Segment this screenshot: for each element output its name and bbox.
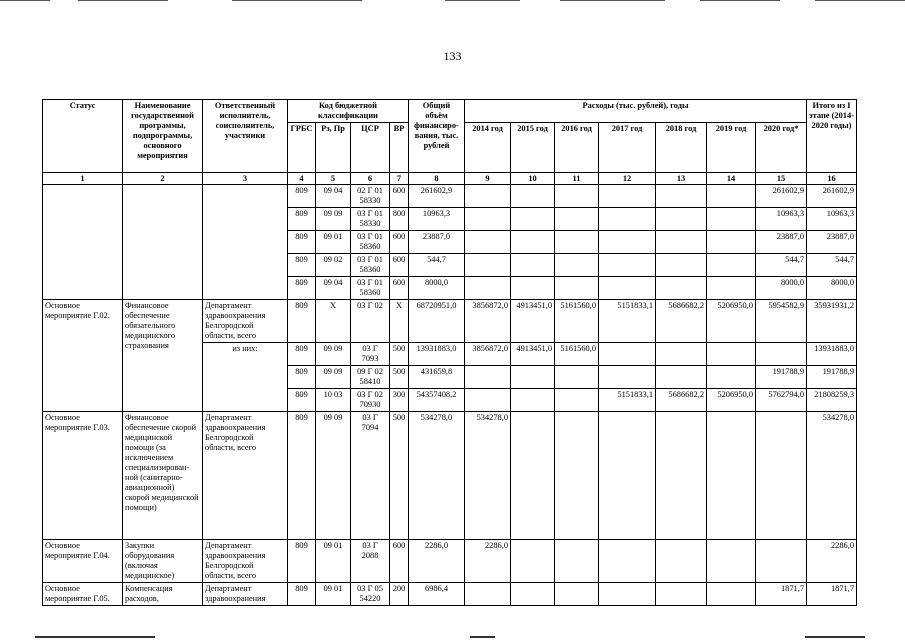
sum-cell: 2286,0 <box>807 540 857 583</box>
name-cell: Компенсация расходов, <box>123 583 203 606</box>
y2019-cell <box>707 277 756 300</box>
y2015-cell <box>511 389 555 412</box>
col-number: 5 <box>316 173 351 185</box>
y2018-cell <box>656 254 707 277</box>
sum-cell: 35931931,2 <box>807 300 857 343</box>
y2018-cell <box>656 208 707 231</box>
vr-cell: 500 <box>390 366 409 389</box>
table-row <box>43 185 857 208</box>
header-2019: 2019 год <box>707 123 756 173</box>
y2020-cell <box>756 540 807 583</box>
y2016-cell <box>555 254 599 277</box>
grbs-cell: 809 <box>288 254 316 277</box>
y2020-cell <box>756 412 807 540</box>
grbs-cell: 809 <box>288 300 316 343</box>
y2020-cell: 191788,9 <box>756 366 807 389</box>
grbs-cell: 809 <box>288 540 316 583</box>
y2017-cell <box>599 412 656 540</box>
header-2017: 2017 год <box>599 123 656 173</box>
rzpr-cell: 09 01 <box>316 540 351 583</box>
col-number: 9 <box>465 173 511 185</box>
vr-cell: 600 <box>390 277 409 300</box>
y2014-cell: 3856872,0 <box>465 300 511 343</box>
header-expenses: Расходы (тыс. рублей), годы <box>465 100 807 123</box>
y2014-cell <box>465 366 511 389</box>
y2014-cell: 2286,0 <box>465 540 511 583</box>
header-budget-code: Код бюджетной классификации <box>288 100 409 123</box>
y2016-cell: 5161560,0 <box>555 300 599 343</box>
total-cell: 13931883,0 <box>409 343 465 366</box>
sum-cell: 544,7 <box>807 254 857 277</box>
name-cell: Финансовое обеспечение скорой медицинской помощи (за исключением специализирован-ной (санитарно-авиационной) скорой медицинской помощи) <box>123 412 203 540</box>
status-cell: Основное мероприятие Г.02. <box>43 300 123 412</box>
total-cell: 10963,3 <box>409 208 465 231</box>
total-cell: 431659,8 <box>409 366 465 389</box>
y2015-cell <box>511 366 555 389</box>
vr-cell: 600 <box>390 540 409 583</box>
y2019-cell: 5206950,0 <box>707 389 756 412</box>
total-cell: 23887,0 <box>409 231 465 254</box>
col-number: 8 <box>409 173 465 185</box>
y2020-cell: 544,7 <box>756 254 807 277</box>
csr-cell: 09 Г 02 58410 <box>351 366 390 389</box>
total-cell: 2286,0 <box>409 540 465 583</box>
table-row <box>43 583 857 606</box>
y2020-cell: 23887,0 <box>756 231 807 254</box>
sum-cell: 534278,0 <box>807 412 857 540</box>
table-row <box>43 412 857 540</box>
grbs-cell: 809 <box>288 208 316 231</box>
csr-cell: 03 Г 02 <box>351 300 390 343</box>
y2015-cell <box>511 208 555 231</box>
grbs-cell: 809 <box>288 185 316 208</box>
grbs-cell: 809 <box>288 583 316 606</box>
csr-cell: 03 Г 01 58360 <box>351 231 390 254</box>
budget-table <box>42 99 857 606</box>
y2019-cell <box>707 583 756 606</box>
y2014-cell <box>465 583 511 606</box>
y2014-cell: 3856872,0 <box>465 343 511 366</box>
executor-cell: Департамент здравоохранения <box>203 583 288 606</box>
sum-cell: 23887,0 <box>807 231 857 254</box>
top-scan-lines <box>0 0 905 2</box>
header-2015: 2015 год <box>511 123 555 173</box>
table-row <box>43 540 857 583</box>
y2020-cell <box>756 343 807 366</box>
col-number: 13 <box>656 173 707 185</box>
vr-cell: 800 <box>390 208 409 231</box>
header-vr: ВР <box>390 123 409 173</box>
y2019-cell <box>707 208 756 231</box>
executor-sub-cell: из них: <box>203 343 288 412</box>
rzpr-cell: 09 01 <box>316 583 351 606</box>
rzpr-cell: 09 09 <box>316 343 351 366</box>
col-number: 12 <box>599 173 656 185</box>
y2017-cell <box>599 254 656 277</box>
csr-cell: 02 Г 01 58330 <box>351 185 390 208</box>
vr-cell: 300 <box>390 389 409 412</box>
y2019-cell <box>707 231 756 254</box>
rzpr-cell: 10 03 <box>316 389 351 412</box>
y2017-cell: 5151833,1 <box>599 300 656 343</box>
vr-cell: 600 <box>390 185 409 208</box>
y2014-cell: 534278,0 <box>465 412 511 540</box>
name-cell: Финансовое обеспечение обязательного медицинского страхования <box>123 300 203 412</box>
y2018-cell <box>656 366 707 389</box>
y2020-cell: 261602,9 <box>756 185 807 208</box>
header-csr: ЦСР <box>351 123 390 173</box>
y2019-cell <box>707 540 756 583</box>
y2015-cell: 4913451,0 <box>511 343 555 366</box>
y2019-cell <box>707 185 756 208</box>
col-number: 7 <box>390 173 409 185</box>
total-cell: 8000,0 <box>409 277 465 300</box>
y2018-cell <box>656 185 707 208</box>
executor-cell: Департамент здравоохранения Белгородской области, всего <box>203 300 288 343</box>
name-cell: Закупки оборудования (включая медицинское) <box>123 540 203 583</box>
total-cell: 261602,9 <box>409 185 465 208</box>
grbs-cell: 809 <box>288 412 316 540</box>
sum-cell: 13931883,0 <box>807 343 857 366</box>
sum-cell: 21808259,3 <box>807 389 857 412</box>
vr-cell: 500 <box>390 343 409 366</box>
header-2016: 2016 год <box>555 123 599 173</box>
grbs-cell: 809 <box>288 231 316 254</box>
header-grbs: ГРБС <box>288 123 316 173</box>
y2016-cell <box>555 277 599 300</box>
vr-cell: 600 <box>390 231 409 254</box>
rzpr-cell: 09 04 <box>316 185 351 208</box>
y2017-cell <box>599 231 656 254</box>
y2017-cell <box>599 208 656 231</box>
status-cell-empty <box>43 185 123 300</box>
total-cell: 6986,4 <box>409 583 465 606</box>
vr-cell: Х <box>390 300 409 343</box>
y2014-cell <box>465 389 511 412</box>
y2014-cell <box>465 208 511 231</box>
header-2014: 2014 год <box>465 123 511 173</box>
header-status: Статус <box>43 100 123 173</box>
rzpr-cell: 09 09 <box>316 412 351 540</box>
rzpr-cell: 09 04 <box>316 277 351 300</box>
grbs-cell: 809 <box>288 389 316 412</box>
status-cell: Основное мероприятие Г.04. <box>43 540 123 583</box>
y2018-cell: 5686682,2 <box>656 389 707 412</box>
col-number: 10 <box>511 173 555 185</box>
grbs-cell: 809 <box>288 277 316 300</box>
grbs-cell: 809 <box>288 343 316 366</box>
col-number: 2 <box>123 173 203 185</box>
y2015-cell <box>511 185 555 208</box>
total-cell: 54357408,2 <box>409 389 465 412</box>
total-cell: 544,7 <box>409 254 465 277</box>
vr-cell: 600 <box>390 254 409 277</box>
header-rzpr: Рз, Пр <box>316 123 351 173</box>
y2019-cell <box>707 254 756 277</box>
y2018-cell <box>656 231 707 254</box>
csr-cell: 03 Г 05 54220 <box>351 583 390 606</box>
y2015-cell <box>511 231 555 254</box>
rzpr-cell: 09 09 <box>316 366 351 389</box>
status-cell: Основное мероприятие Г.05. <box>43 583 123 606</box>
y2016-cell <box>555 231 599 254</box>
y2018-cell <box>656 540 707 583</box>
y2016-cell <box>555 583 599 606</box>
col-number: 1 <box>43 173 123 185</box>
y2016-cell <box>555 208 599 231</box>
y2019-cell: 5206950,0 <box>707 300 756 343</box>
y2015-cell <box>511 254 555 277</box>
header-total: Общий объём финансиро-вания, тыс. рублей <box>409 100 465 173</box>
rzpr-cell: Х <box>316 300 351 343</box>
bottom-scan-line <box>470 636 495 638</box>
y2017-cell: 5151833,1 <box>599 389 656 412</box>
executor-cell: Департамент здравоохранения Белгородской области, всего <box>203 540 288 583</box>
csr-cell: 03 Г 2088 <box>351 540 390 583</box>
y2017-cell <box>599 540 656 583</box>
y2018-cell <box>656 277 707 300</box>
sum-cell: 1871,7 <box>807 583 857 606</box>
y2016-cell <box>555 540 599 583</box>
csr-cell: 03 Г 02 70930 <box>351 389 390 412</box>
y2020-cell: 5762794,0 <box>756 389 807 412</box>
col-number: 16 <box>807 173 857 185</box>
sum-cell: 10963,3 <box>807 208 857 231</box>
y2017-cell <box>599 343 656 366</box>
y2017-cell <box>599 185 656 208</box>
vr-cell: 200 <box>390 583 409 606</box>
column-number-row <box>43 173 857 185</box>
col-number: 15 <box>756 173 807 185</box>
col-number: 6 <box>351 173 390 185</box>
rzpr-cell: 09 09 <box>316 208 351 231</box>
header-2020: 2020 год* <box>756 123 807 173</box>
header-executor: Ответственный исполнитель, соисполнитель, участники <box>203 100 288 173</box>
col-number: 4 <box>288 173 316 185</box>
header-stage-total: Итого из I этапе (2014-2020 годы) <box>807 100 857 173</box>
y2016-cell: 5161560,0 <box>555 343 599 366</box>
y2018-cell <box>656 412 707 540</box>
bottom-scan-line <box>35 636 155 638</box>
sum-cell: 191788,9 <box>807 366 857 389</box>
y2015-cell <box>511 412 555 540</box>
y2020-cell: 10963,3 <box>756 208 807 231</box>
y2019-cell <box>707 343 756 366</box>
name-cell-empty <box>123 185 203 300</box>
sum-cell: 261602,9 <box>807 185 857 208</box>
bottom-scan-line <box>805 636 865 638</box>
total-cell: 68720951,0 <box>409 300 465 343</box>
rzpr-cell: 09 02 <box>316 254 351 277</box>
header-2018: 2018 год <box>656 123 707 173</box>
y2019-cell <box>707 366 756 389</box>
table-row <box>43 300 857 343</box>
y2017-cell <box>599 583 656 606</box>
y2018-cell: 5686682,2 <box>656 300 707 343</box>
status-cell: Основное мероприятие Г.03. <box>43 412 123 540</box>
col-number: 11 <box>555 173 599 185</box>
page-number: 133 <box>443 49 462 63</box>
total-cell: 534278,0 <box>409 412 465 540</box>
csr-cell: 03 Г 01 58360 <box>351 254 390 277</box>
y2018-cell <box>656 583 707 606</box>
sum-cell: 8000,0 <box>807 277 857 300</box>
header-row-1 <box>43 100 857 123</box>
csr-cell: 03 Г 01 58360 <box>351 277 390 300</box>
y2017-cell <box>599 277 656 300</box>
csr-cell: 03 Г 7094 <box>351 412 390 540</box>
y2014-cell <box>465 277 511 300</box>
y2015-cell <box>511 540 555 583</box>
y2014-cell <box>465 185 511 208</box>
rzpr-cell: 09 01 <box>316 231 351 254</box>
y2019-cell <box>707 412 756 540</box>
y2015-cell <box>511 583 555 606</box>
y2016-cell <box>555 389 599 412</box>
y2015-cell <box>511 277 555 300</box>
header-name: Наименование государственной программы, подпрограммы, основного мероприятия <box>123 100 203 173</box>
y2020-cell: 5954582,9 <box>756 300 807 343</box>
vr-cell: 500 <box>390 412 409 540</box>
y2014-cell <box>465 231 511 254</box>
grbs-cell: 809 <box>288 366 316 389</box>
executor-cell: Департамент здравоохранения Белгородской области, всего <box>203 412 288 540</box>
y2017-cell <box>599 366 656 389</box>
y2015-cell: 4913451,0 <box>511 300 555 343</box>
csr-cell: 03 Г 7093 <box>351 343 390 366</box>
y2020-cell: 1871,7 <box>756 583 807 606</box>
y2018-cell <box>656 343 707 366</box>
y2020-cell: 8000,0 <box>756 277 807 300</box>
y2016-cell <box>555 412 599 540</box>
col-number: 14 <box>707 173 756 185</box>
y2016-cell <box>555 185 599 208</box>
col-number: 3 <box>203 173 288 185</box>
executor-cell-empty <box>203 185 288 300</box>
csr-cell: 03 Г 01 58330 <box>351 208 390 231</box>
y2014-cell <box>465 254 511 277</box>
y2016-cell <box>555 366 599 389</box>
